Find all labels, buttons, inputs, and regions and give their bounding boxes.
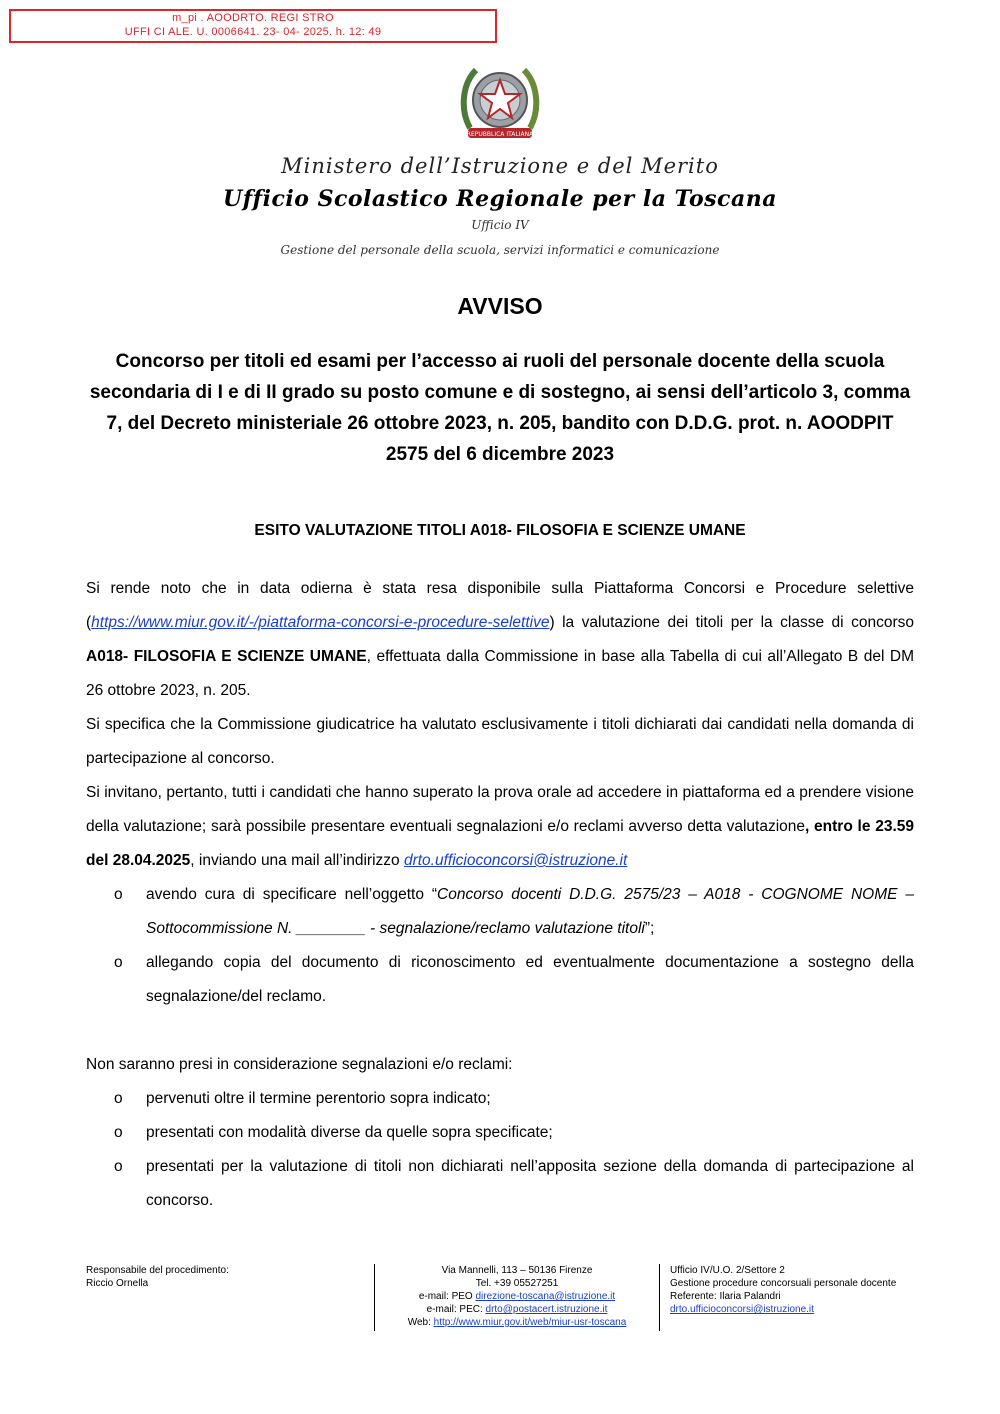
list-item: o pervenuti oltre il termine perentorio sopra indicato; (86, 1082, 914, 1116)
ministry-name: Ministero dell’Istruzione e del Merito (281, 154, 719, 178)
footer-office: Ufficio IV/U.O. 2/Settore 2 Gestione procedure concorsuali personale docente Referente: Ilaria Palandri drto.ufficioconcorsi@istruzione.it (670, 1265, 897, 1315)
deadline: , entro le 23.59 del 28.04.2025 (86, 818, 914, 869)
bullet-icon: o (114, 886, 123, 903)
emblem-ribbon-text: REPUBBLICA ITALIANA (466, 131, 534, 138)
list-item: o allegando copia del documento di riconoscimento ed eventualmente documentazione a sostegno della segnalazione/del reclamo. (86, 946, 914, 1014)
paragraph-availability: Si rende noto che in data odierna è stata resa disponibile sulla Piattaforma Concorsi e Procedure selettive (https://www.miur.gov.it/-/piattaforma-concorsi-e-procedure-selettive) la valutazione dei titoli per la classe di concorso A018- FILOSOFIA E SCIENZE UMANE, effettuata dalla Commissione in base alla Tabella di cui all’Allegato B del DM 26 ottobre 2023, n. 205. (86, 580, 915, 699)
footer-contacts: Via Mannelli, 113 – 50136 Firenze Tel. +39 05527251 e-mail: PEO direzione-toscana@istruzione.it e-mail: PEC: drto@postacert.istruzione.it Web: http://www.miur.gov.it/web/miur-usr-toscana (374, 1264, 660, 1331)
office-name: Ufficio Scolastico Regionale per la Toscana (223, 186, 777, 212)
document-title: AVVISO (457, 293, 543, 319)
bullet-icon: o (114, 954, 123, 971)
office-description: Gestione del personale della scuola, servizi informatici e comunicazione (280, 243, 720, 257)
class-name: A018- FILOSOFIA E SCIENZE UMANE (86, 648, 367, 665)
document-body (86, 572, 914, 1218)
footer-responsible: Responsabile del procedimento: Riccio Ornella (86, 1264, 366, 1290)
list-item: o avendo cura di specificare nell’oggetto “Concorso docenti D.D.G. 2575/23 – A018 - COGNOME NOME – Sottocommissione N. ________ - segnalazione/reclamo valutazione titoli”; (86, 878, 914, 946)
peo-email-link[interactable]: direzione-toscana@istruzione.it (475, 1291, 616, 1302)
bullet-icon: o (114, 1124, 123, 1141)
list-item: o presentati con modalità diverse da quelle sopra specificate; (86, 1116, 914, 1150)
bullet-icon: o (114, 1158, 123, 1175)
responsible-name: Riccio Ornella (86, 1278, 149, 1289)
stamp-line-2: UFFI CI ALE. U. 0006641. 23- 04- 2025. h. 12: 49 (124, 26, 382, 38)
office-email-footer-link[interactable]: drto.ufficioconcorsi@istruzione.it (670, 1304, 814, 1315)
bullet-icon: o (114, 1090, 123, 1107)
exclusions-list (86, 1082, 914, 1218)
section-heading: ESITO VALUTAZIONE TITOLI A018- FILOSOFIA E SCIENZE UMANE (254, 522, 746, 539)
instructions-list (86, 878, 914, 1014)
sub-office-name: Ufficio IV (471, 218, 529, 232)
platform-link[interactable]: https://www.miur.gov.it/-/piattaforma-concorsi-e-procedure-selettive (91, 614, 550, 631)
pec-email-link[interactable]: drto@postacert.istruzione.it (485, 1304, 608, 1315)
document-subject: Concorso per titoli ed esami per l’accesso ai ruoli del personale docente della scuola secondaria di I e di II grado su posto comune e di sostegno, ai sensi dell’articolo 3, comma 7, del Decreto ministeriale 26 ottobre 2023, n. 205, bandito con D.D.G. prot. n. AOODPIT 2575 del 6 dicembre 2023 (89, 351, 911, 465)
stamp-line-1: m_pi . AOODRTO. REGI STRO (172, 12, 334, 24)
address: Via Mannelli, 113 – 50136 Firenze (441, 1265, 593, 1276)
paragraph-evaluation: Si specifica che la Commissione giudicatrice ha valutato esclusivamente i titoli dichiarati dai candidati nella domanda di partecipazione al concorso. (86, 716, 914, 767)
protocol-stamp (9, 9, 497, 43)
website-link[interactable]: http://www.miur.gov.it/web/miur-usr-toscana (433, 1317, 627, 1328)
office-email-link[interactable]: drto.ufficioconcorsi@istruzione.it (403, 852, 628, 869)
paragraph-instructions: Si invitano, pertanto, tutti i candidati che hanno superato la prova orale ad accedere in piattaforma ed a prendere visione della valutazione; sarà possibile presentare eventuali segnalazioni e/o reclami avverso detta valutazione, entro le 23.59 del 28.04.2025, inviando una mail all’indirizzo drto.ufficioconcorsi@istruzione.it (86, 784, 914, 869)
email-subject-format: Concorso docenti D.D.G. 2575/23 – A018 - COGNOME NOME – Sottocommissione N. ________ - segnalazione/reclamo valutazione titoli (146, 886, 914, 937)
paragraph-exclusions: Non saranno presi in considerazione segnalazioni e/o reclami: (86, 1056, 513, 1073)
list-item: o presentati per la valutazione di titoli non dichiarati nell’apposita sezione della domanda di partecipazione al concorso. (86, 1150, 914, 1218)
telephone: Tel. +39 05527251 (475, 1278, 559, 1289)
repubblica-italiana-emblem-icon (458, 58, 542, 148)
